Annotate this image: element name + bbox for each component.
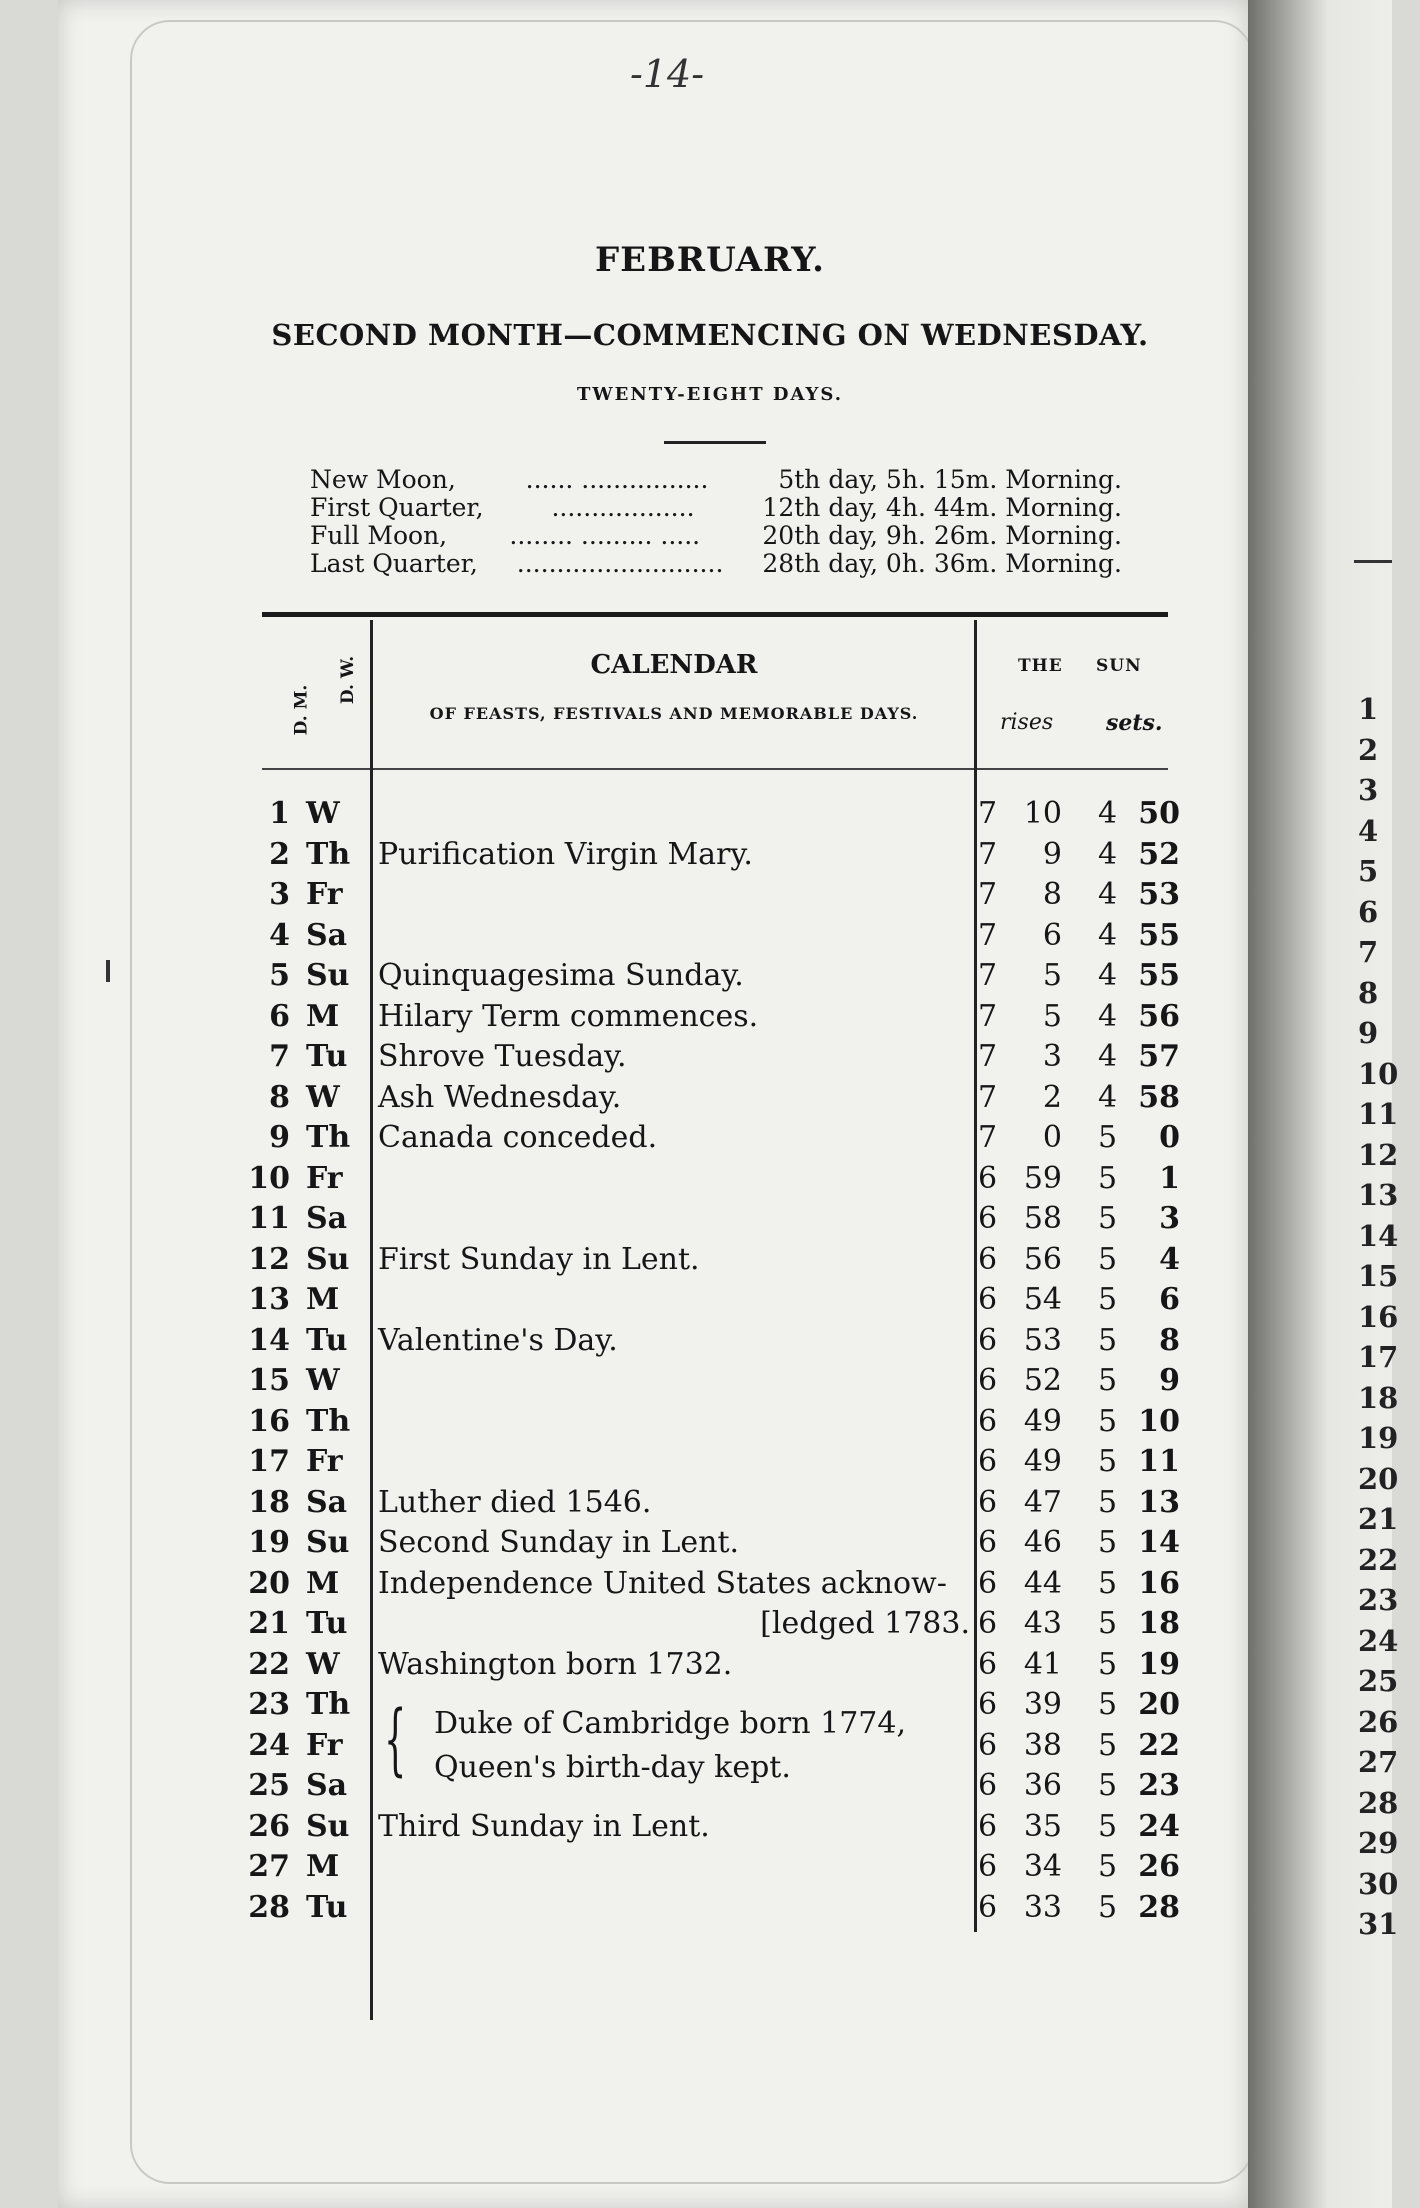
sunset-hour: 5: [1098, 1241, 1118, 1277]
sunset-minute: 55: [1138, 958, 1180, 993]
sunset-hour: 5: [1098, 1120, 1118, 1155]
table-row: [0, 1039, 1392, 1080]
day-of-month: 19: [248, 1525, 290, 1560]
sunset-minute: 22: [1138, 1727, 1180, 1763]
next-page-day-number: 28: [1358, 1785, 1399, 1820]
day-of-week: Tu: [306, 1322, 348, 1358]
moon-phase-dots: ..........................: [516, 549, 724, 578]
header-day-of-month: D. M.: [291, 684, 312, 736]
next-page-day-number: 15: [1358, 1259, 1399, 1293]
next-page-day-number: 3: [1358, 773, 1379, 807]
sunrise-minute: 33: [1023, 1889, 1062, 1925]
moon-phase-time: 28th day, 0h. 36m. Morning.: [762, 549, 1122, 578]
sunset-minute: 13: [1138, 1484, 1180, 1520]
sunset-hour: 5: [1098, 1727, 1118, 1763]
sunrise-hour: 7: [978, 836, 998, 872]
sunset-minute: 28: [1138, 1889, 1180, 1925]
moon-phase-name: Last Quarter,: [310, 549, 478, 578]
header-day-of-week: D. W.: [338, 655, 359, 705]
sunset-hour: 4: [1098, 998, 1118, 1034]
day-of-week: Tu: [306, 1889, 348, 1925]
sunrise-minute: 52: [1023, 1363, 1062, 1398]
day-of-month: 21: [248, 1606, 290, 1641]
sunset-hour: 4: [1098, 958, 1118, 993]
sunrise-minute: 6: [1042, 917, 1062, 953]
sunrise-minute: 47: [1023, 1484, 1062, 1520]
sunset-hour: 4: [1098, 796, 1118, 831]
sunset-minute: 6: [1159, 1282, 1180, 1317]
sunset-hour: 5: [1098, 1646, 1118, 1682]
sunset-minute: 26: [1138, 1849, 1180, 1884]
day-of-week: Sa: [306, 1768, 348, 1803]
sunset-minute: 10: [1138, 1403, 1180, 1439]
sunrise-minute: 43: [1023, 1606, 1062, 1641]
sunset-minute: 52: [1138, 836, 1180, 872]
sunrise-hour: 6: [978, 1525, 998, 1560]
table-row: [0, 1525, 1392, 1566]
table-row: [0, 1444, 1392, 1485]
next-page-day-number: 21: [1358, 1502, 1399, 1536]
sunrise-hour: 6: [978, 1241, 998, 1277]
day-of-week: M: [306, 1282, 340, 1317]
day-of-month: 26: [248, 1808, 290, 1844]
event-text: Canada conceded.: [378, 1120, 658, 1155]
sunrise-minute: 34: [1023, 1849, 1062, 1884]
sunset-minute: 11: [1138, 1444, 1180, 1479]
sunset-hour: 5: [1098, 1282, 1118, 1317]
next-page-day-number: 4: [1358, 813, 1379, 848]
sunrise-hour: 6: [978, 1727, 998, 1763]
moon-phase-name: First Quarter,: [310, 493, 484, 522]
sunset-minute: 3: [1159, 1201, 1180, 1236]
day-of-week: Th: [306, 1120, 351, 1155]
day-of-week: M: [306, 998, 340, 1034]
sunset-hour: 5: [1098, 1322, 1118, 1358]
day-of-week: Sa: [306, 1201, 348, 1236]
sunset-hour: 5: [1098, 1687, 1118, 1722]
next-page-day-number: 23: [1358, 1583, 1399, 1617]
sunset-hour: 4: [1098, 1079, 1118, 1115]
table-row: [0, 1323, 1392, 1364]
header-rises: rises: [1000, 710, 1054, 735]
next-page-day-number: 17: [1358, 1340, 1399, 1374]
moon-phase-time: 12th day, 4h. 44m. Morning.: [762, 493, 1122, 522]
next-page-day-number: 16: [1358, 1299, 1399, 1334]
sunrise-hour: 7: [978, 796, 998, 831]
day-of-month: 15: [248, 1363, 290, 1398]
day-of-week: Tu: [306, 1039, 348, 1074]
sunrise-hour: 7: [978, 917, 998, 953]
sunrise-hour: 7: [978, 877, 998, 912]
moon-phase-dots: ........ ......... .....: [509, 521, 701, 550]
event-text: Hilary Term commences.: [378, 998, 759, 1034]
table-row: [0, 1161, 1392, 1202]
sunrise-minute: 56: [1023, 1241, 1062, 1277]
moon-phases: [310, 466, 1122, 578]
day-of-month: 6: [269, 998, 290, 1034]
sunset-hour: 5: [1098, 1160, 1118, 1196]
event-text: Purification Virgin Mary.: [378, 836, 753, 872]
sunset-minute: 20: [1138, 1687, 1180, 1722]
day-of-week: Th: [306, 1687, 351, 1722]
table-row: [0, 1282, 1392, 1323]
next-page-day-number: 5: [1358, 854, 1379, 888]
header-sun: SUN: [1096, 656, 1142, 676]
month-title: FEBRUARY.: [595, 240, 825, 280]
moon-phase-row: [310, 550, 1122, 578]
day-of-month: 1: [269, 796, 290, 831]
sunrise-hour: 6: [978, 1687, 998, 1722]
next-page-day-number: 9: [1358, 1016, 1379, 1050]
day-of-month: 18: [248, 1484, 290, 1520]
day-of-week: Sa: [306, 1484, 348, 1520]
day-of-week: Su: [306, 1241, 350, 1277]
day-of-week: Fr: [306, 877, 343, 912]
sunrise-minute: 0: [1042, 1120, 1062, 1155]
sunrise-hour: 6: [978, 1160, 998, 1196]
day-of-month: 3: [269, 877, 290, 912]
sunrise-hour: 6: [978, 1646, 998, 1682]
moon-phase-time: 20th day, 9h. 26m. Morning.: [762, 521, 1122, 550]
next-page-day-number: 10: [1358, 1056, 1399, 1091]
sunrise-minute: 41: [1023, 1646, 1062, 1682]
day-of-month: 16: [248, 1403, 290, 1439]
day-of-month: 28: [248, 1889, 290, 1925]
sunset-minute: 18: [1138, 1606, 1180, 1641]
day-of-month: 13: [248, 1282, 290, 1317]
day-of-month: 8: [269, 1079, 290, 1115]
moon-phase-dots: ...... ................: [525, 465, 709, 494]
day-of-week: Su: [306, 1525, 350, 1560]
moon-phase-dots: ..................: [551, 493, 695, 522]
next-page-day-number: 14: [1358, 1218, 1399, 1253]
sunset-minute: 14: [1138, 1525, 1180, 1560]
header-the: THE: [1018, 656, 1063, 676]
event-text: Second Sunday in Lent.: [378, 1525, 740, 1560]
sunrise-minute: 46: [1023, 1525, 1062, 1560]
next-page-day-number: 13: [1358, 1178, 1399, 1212]
next-page-day-number: 7: [1358, 935, 1379, 969]
day-of-week: Su: [306, 958, 350, 993]
table-row: [0, 958, 1392, 999]
day-of-week: Fr: [306, 1727, 343, 1763]
short-rule: [664, 441, 766, 444]
table-row: [0, 1890, 1392, 1931]
sunset-minute: 57: [1138, 1039, 1180, 1074]
page-number: -14-: [630, 52, 705, 96]
sunrise-hour: 6: [978, 1444, 998, 1479]
table-row: [0, 1080, 1392, 1121]
sunset-hour: 5: [1098, 1606, 1118, 1641]
sunrise-minute: 36: [1023, 1768, 1062, 1803]
table-row: [0, 1242, 1392, 1283]
sunset-hour: 5: [1098, 1808, 1118, 1844]
next-page-rule: [1354, 560, 1392, 563]
sunset-hour: 5: [1098, 1403, 1118, 1439]
next-page-day-number: 20: [1358, 1461, 1399, 1496]
next-page-day-number: 12: [1358, 1137, 1399, 1172]
next-page-day-number: 11: [1358, 1097, 1399, 1131]
moon-phase-name: Full Moon,: [310, 521, 448, 550]
table-row: [0, 1363, 1392, 1404]
table-row: [0, 1404, 1392, 1445]
sunset-minute: 56: [1138, 998, 1180, 1034]
sunset-hour: 5: [1098, 1525, 1118, 1560]
day-of-month: 20: [248, 1565, 290, 1601]
header-calendar: CALENDAR: [590, 650, 758, 680]
day-of-month: 7: [269, 1039, 290, 1074]
table-row: [0, 1485, 1392, 1526]
day-of-month: 25: [248, 1768, 290, 1803]
event-text: Quinquagesima Sunday.: [378, 958, 744, 993]
day-of-month: 23: [248, 1687, 290, 1722]
sunrise-hour: 6: [978, 1849, 998, 1884]
sunset-hour: 5: [1098, 1849, 1118, 1884]
day-of-week: Fr: [306, 1444, 343, 1479]
moon-phase-time: 5th day, 5h. 15m. Morning.: [778, 465, 1122, 494]
day-of-week: Sa: [306, 917, 348, 953]
day-of-month: 24: [248, 1727, 290, 1763]
sunrise-minute: 2: [1042, 1079, 1062, 1115]
day-of-week: Tu: [306, 1606, 348, 1641]
sunrise-hour: 6: [978, 1768, 998, 1803]
table-header-rule: [262, 768, 1168, 770]
sunset-hour: 4: [1098, 877, 1118, 912]
day-of-week: W: [306, 796, 340, 831]
day-of-week: Th: [306, 1403, 351, 1439]
day-of-month: 5: [269, 958, 290, 993]
day-of-month: 17: [248, 1444, 290, 1479]
sunrise-minute: 10: [1023, 796, 1062, 831]
next-page-day-number: 2: [1358, 732, 1379, 767]
sunrise-minute: 3: [1042, 1039, 1062, 1074]
sunrise-hour: 7: [978, 998, 998, 1034]
sunset-minute: 58: [1138, 1079, 1180, 1115]
sunset-minute: 53: [1138, 877, 1180, 912]
moon-phase-name: New Moon,: [310, 465, 456, 494]
next-page-day-number: 6: [1358, 894, 1379, 929]
table-row: [0, 918, 1392, 959]
sunrise-hour: 7: [978, 958, 998, 993]
next-page-day-number: 8: [1358, 975, 1379, 1010]
sunrise-minute: 49: [1023, 1403, 1062, 1439]
sunrise-minute: 5: [1042, 958, 1062, 993]
table-row: [0, 796, 1392, 837]
sunset-hour: 5: [1098, 1363, 1118, 1398]
sunrise-hour: 6: [978, 1606, 998, 1641]
sunrise-hour: 6: [978, 1201, 998, 1236]
event-text: Ash Wednesday.: [378, 1079, 622, 1115]
days-count: TWENTY-EIGHT DAYS.: [576, 384, 844, 405]
sunset-hour: 5: [1098, 1201, 1118, 1236]
brace-event: Duke of Cambridge born 1774,: [434, 1706, 907, 1741]
sunrise-minute: 9: [1042, 836, 1062, 872]
day-of-week: M: [306, 1849, 340, 1884]
table-row: [0, 1606, 1392, 1647]
header-calendar-sub: OF FEASTS, FESTIVALS AND MEMORABLE DAYS.: [429, 704, 919, 723]
sunrise-hour: 6: [978, 1565, 998, 1601]
sunset-hour: 4: [1098, 917, 1118, 953]
sunset-hour: 5: [1098, 1484, 1118, 1520]
next-page-day-number: 19: [1358, 1421, 1399, 1455]
sunrise-hour: 6: [978, 1403, 998, 1439]
sunrise-hour: 6: [978, 1484, 998, 1520]
next-page-day-number: 27: [1358, 1745, 1399, 1779]
next-page-day-number: 25: [1358, 1664, 1399, 1698]
table-row: [0, 837, 1392, 878]
table-row: [0, 1566, 1392, 1607]
event-text: Luther died 1546.: [378, 1484, 652, 1520]
sunrise-hour: 6: [978, 1282, 998, 1317]
next-page-day-number: 29: [1358, 1826, 1399, 1860]
sunset-minute: 55: [1138, 917, 1180, 953]
sunrise-minute: 53: [1023, 1322, 1062, 1358]
event-text-continued: [ledged 1783.: [760, 1606, 970, 1641]
event-text: Shrove Tuesday.: [378, 1039, 627, 1074]
moon-phase-row: [310, 522, 1122, 550]
day-of-week: Th: [306, 836, 351, 872]
sunrise-minute: 5: [1042, 998, 1062, 1034]
sunset-minute: 8: [1159, 1322, 1180, 1358]
sunrise-minute: 58: [1023, 1201, 1062, 1236]
sunrise-hour: 7: [978, 1079, 998, 1115]
day-of-month: 12: [248, 1241, 290, 1277]
sunset-hour: 4: [1098, 1039, 1118, 1074]
brace-event: Queen's birth-day kept.: [434, 1750, 791, 1785]
sunset-minute: 24: [1138, 1808, 1180, 1844]
next-page-day-number: 18: [1358, 1380, 1399, 1415]
sunrise-minute: 39: [1023, 1687, 1062, 1722]
brace-glyph: {: [384, 1695, 407, 1785]
day-of-month: 10: [248, 1160, 290, 1196]
moon-phase-row: [310, 466, 1122, 494]
day-of-month: 11: [248, 1201, 290, 1236]
sunrise-hour: 7: [978, 1120, 998, 1155]
sunrise-minute: 59: [1023, 1160, 1062, 1196]
sunrise-hour: 6: [978, 1322, 998, 1358]
day-of-month: 4: [269, 917, 290, 953]
sunset-hour: 5: [1098, 1565, 1118, 1601]
table-row: [0, 1809, 1392, 1850]
sunset-minute: 50: [1138, 796, 1180, 831]
header-sets: sets.: [1106, 710, 1163, 736]
month-subtitle: SECOND MONTH—COMMENCING ON WEDNESDAY.: [271, 318, 1149, 352]
table-row: [0, 1849, 1392, 1890]
sunset-minute: 9: [1159, 1363, 1180, 1398]
sunrise-hour: 6: [978, 1808, 998, 1844]
day-of-week: M: [306, 1565, 340, 1601]
day-of-month: 27: [248, 1849, 290, 1884]
sunset-hour: 5: [1098, 1768, 1118, 1803]
sunset-minute: 16: [1138, 1565, 1180, 1601]
sunrise-minute: 38: [1023, 1727, 1062, 1763]
sunset-hour: 4: [1098, 836, 1118, 872]
sunrise-hour: 6: [978, 1889, 998, 1925]
event-text: Washington born 1732.: [378, 1646, 733, 1682]
day-of-month: 9: [269, 1120, 290, 1155]
day-of-month: 14: [248, 1322, 290, 1358]
event-text: Third Sunday in Lent.: [378, 1808, 710, 1844]
next-page-day-number: 1: [1358, 692, 1379, 726]
day-of-week: Su: [306, 1808, 350, 1844]
next-page-day-number: 30: [1358, 1866, 1399, 1901]
next-page-day-number: 26: [1358, 1704, 1399, 1739]
sunrise-minute: 8: [1042, 877, 1062, 912]
sunrise-minute: 49: [1023, 1444, 1062, 1479]
sunset-hour: 5: [1098, 1889, 1118, 1925]
sunset-minute: 0: [1159, 1120, 1180, 1155]
day-of-week: W: [306, 1363, 340, 1398]
next-page-day-number: 24: [1358, 1623, 1399, 1658]
sunset-minute: 19: [1138, 1646, 1180, 1682]
sunrise-minute: 44: [1023, 1565, 1062, 1601]
table-row: [0, 1120, 1392, 1161]
event-text: Independence United States acknow-: [378, 1565, 947, 1601]
table-row: [0, 1201, 1392, 1242]
sunset-hour: 5: [1098, 1444, 1118, 1479]
event-text: First Sunday in Lent.: [378, 1241, 700, 1277]
day-of-week: W: [306, 1079, 340, 1115]
sunrise-hour: 7: [978, 1039, 998, 1074]
sunset-minute: 1: [1159, 1160, 1180, 1196]
moon-phase-row: [310, 494, 1122, 522]
table-row: [0, 999, 1392, 1040]
next-page-day-number: 22: [1358, 1542, 1399, 1577]
table-top-rule: [262, 612, 1168, 617]
table-row: [0, 1647, 1392, 1688]
table-row: [0, 877, 1392, 918]
sunrise-hour: 6: [978, 1363, 998, 1398]
event-text: Valentine's Day.: [378, 1322, 618, 1358]
day-of-week: Fr: [306, 1160, 343, 1196]
sunset-minute: 23: [1138, 1768, 1180, 1803]
day-of-week: W: [306, 1646, 340, 1682]
sunrise-minute: 35: [1023, 1808, 1062, 1844]
sunset-minute: 4: [1159, 1241, 1180, 1277]
next-page-day-number: 31: [1358, 1907, 1399, 1941]
day-of-month: 22: [248, 1646, 290, 1682]
sunrise-minute: 54: [1023, 1282, 1062, 1317]
day-of-month: 2: [269, 836, 290, 872]
